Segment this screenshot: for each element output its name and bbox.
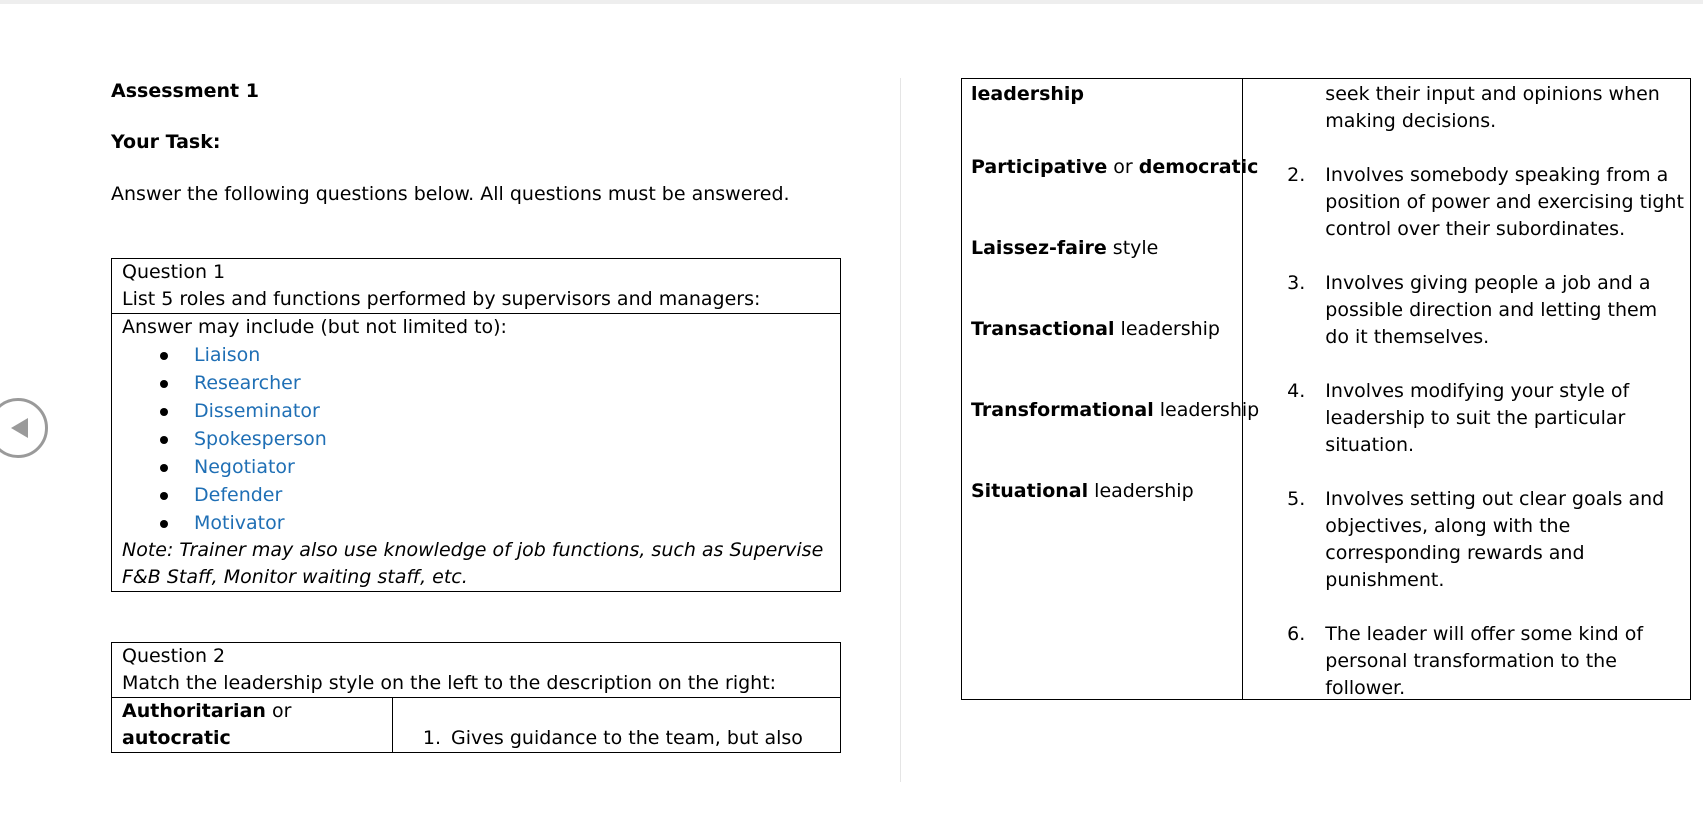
assessment-title: Assessment 1 xyxy=(111,80,259,102)
instructions: Answer the following questions below. All questions must be answered. xyxy=(111,183,790,205)
style-item: leadership xyxy=(971,83,1085,105)
style-item: Laissez-faire style xyxy=(971,237,1159,259)
answer-text: Negotiator xyxy=(194,456,295,478)
list-item xyxy=(122,453,830,481)
descriptions-column xyxy=(1243,79,1691,700)
previous-page-button[interactable] xyxy=(0,398,48,458)
bullet-icon xyxy=(160,352,168,360)
bullet-icon xyxy=(160,380,168,388)
style-item: Transactional leadership xyxy=(971,318,1220,340)
bullet-icon xyxy=(160,520,168,528)
style-item: Participative or democratic xyxy=(971,156,1259,178)
description-text: Involves giving people a job and a possible direction and letting them do it themselves. xyxy=(1325,272,1658,348)
description-number: 5. xyxy=(1287,488,1306,510)
question2-label: Question 2 xyxy=(122,645,226,667)
description-text: The leader will offer some kind of personal transformation to the follower. xyxy=(1325,623,1644,699)
bullet-icon xyxy=(160,492,168,500)
question2-table-continued xyxy=(961,78,1691,700)
task-heading: Your Task: xyxy=(111,131,221,153)
list-item xyxy=(122,369,830,397)
list-item xyxy=(122,425,830,453)
question1-label: Question 1 xyxy=(122,261,226,283)
style-name-alt: autocratic xyxy=(122,727,231,749)
bullet-icon xyxy=(160,464,168,472)
answer-text: Defender xyxy=(194,484,283,506)
description-text: Involves modifying your style of leadership to suit the particular situation. xyxy=(1325,380,1630,456)
question1-header xyxy=(112,259,841,314)
list-item xyxy=(122,509,830,537)
description-text: Involves somebody speaking from a position of power and exercising tight control over their subordinates. xyxy=(1325,164,1684,240)
answer-text: Motivator xyxy=(194,512,285,534)
description-cell xyxy=(393,698,841,753)
answer-text: Spokesperson xyxy=(194,428,327,450)
description-number: 6. xyxy=(1287,623,1306,645)
question2-table xyxy=(111,642,841,753)
question1-prompt: List 5 roles and functions performed by supervisors and managers: xyxy=(122,288,761,310)
question2-prompt: Match the leadership style on the left to the description on the right: xyxy=(122,672,777,694)
description-text: seek their input and opinions when making decisions. xyxy=(1325,83,1660,132)
question2-header xyxy=(112,643,841,698)
style-name: Authoritarian xyxy=(122,700,266,722)
list-item xyxy=(122,341,830,369)
style-connector: or xyxy=(265,700,292,722)
description-text: Involves setting out clear goals and objectives, along with the corresponding rewards and punishment. xyxy=(1325,488,1665,591)
chevron-left-icon xyxy=(11,418,28,438)
styles-column xyxy=(962,79,1260,700)
style-item: Transformational leadership xyxy=(971,399,1260,421)
trainer-note: Note: Trainer may also use knowledge of job functions, such as Supervise F&B Staff, Monitor waiting staff, etc. xyxy=(122,539,824,588)
question1-table xyxy=(111,258,841,592)
page-divider xyxy=(900,78,901,782)
bullet-icon xyxy=(160,436,168,444)
answer-text: Liaison xyxy=(194,344,261,366)
description-number: 1. xyxy=(422,727,441,749)
style-cell xyxy=(112,698,393,753)
list-item xyxy=(122,481,830,509)
description-number: 2. xyxy=(1287,164,1306,186)
list-item xyxy=(122,397,830,425)
style-item: Situational leadership xyxy=(971,480,1194,502)
bullet-icon xyxy=(160,408,168,416)
answer-text: Researcher xyxy=(194,372,301,394)
description-text: Gives guidance to the team, but also xyxy=(451,727,803,749)
description-number: 3. xyxy=(1287,272,1306,294)
description-number: 4. xyxy=(1287,380,1306,402)
answer-list xyxy=(122,341,830,537)
answer-text: Disseminator xyxy=(194,400,320,422)
question1-answer-cell xyxy=(112,314,841,592)
answer-intro: Answer may include (but not limited to): xyxy=(122,316,507,338)
